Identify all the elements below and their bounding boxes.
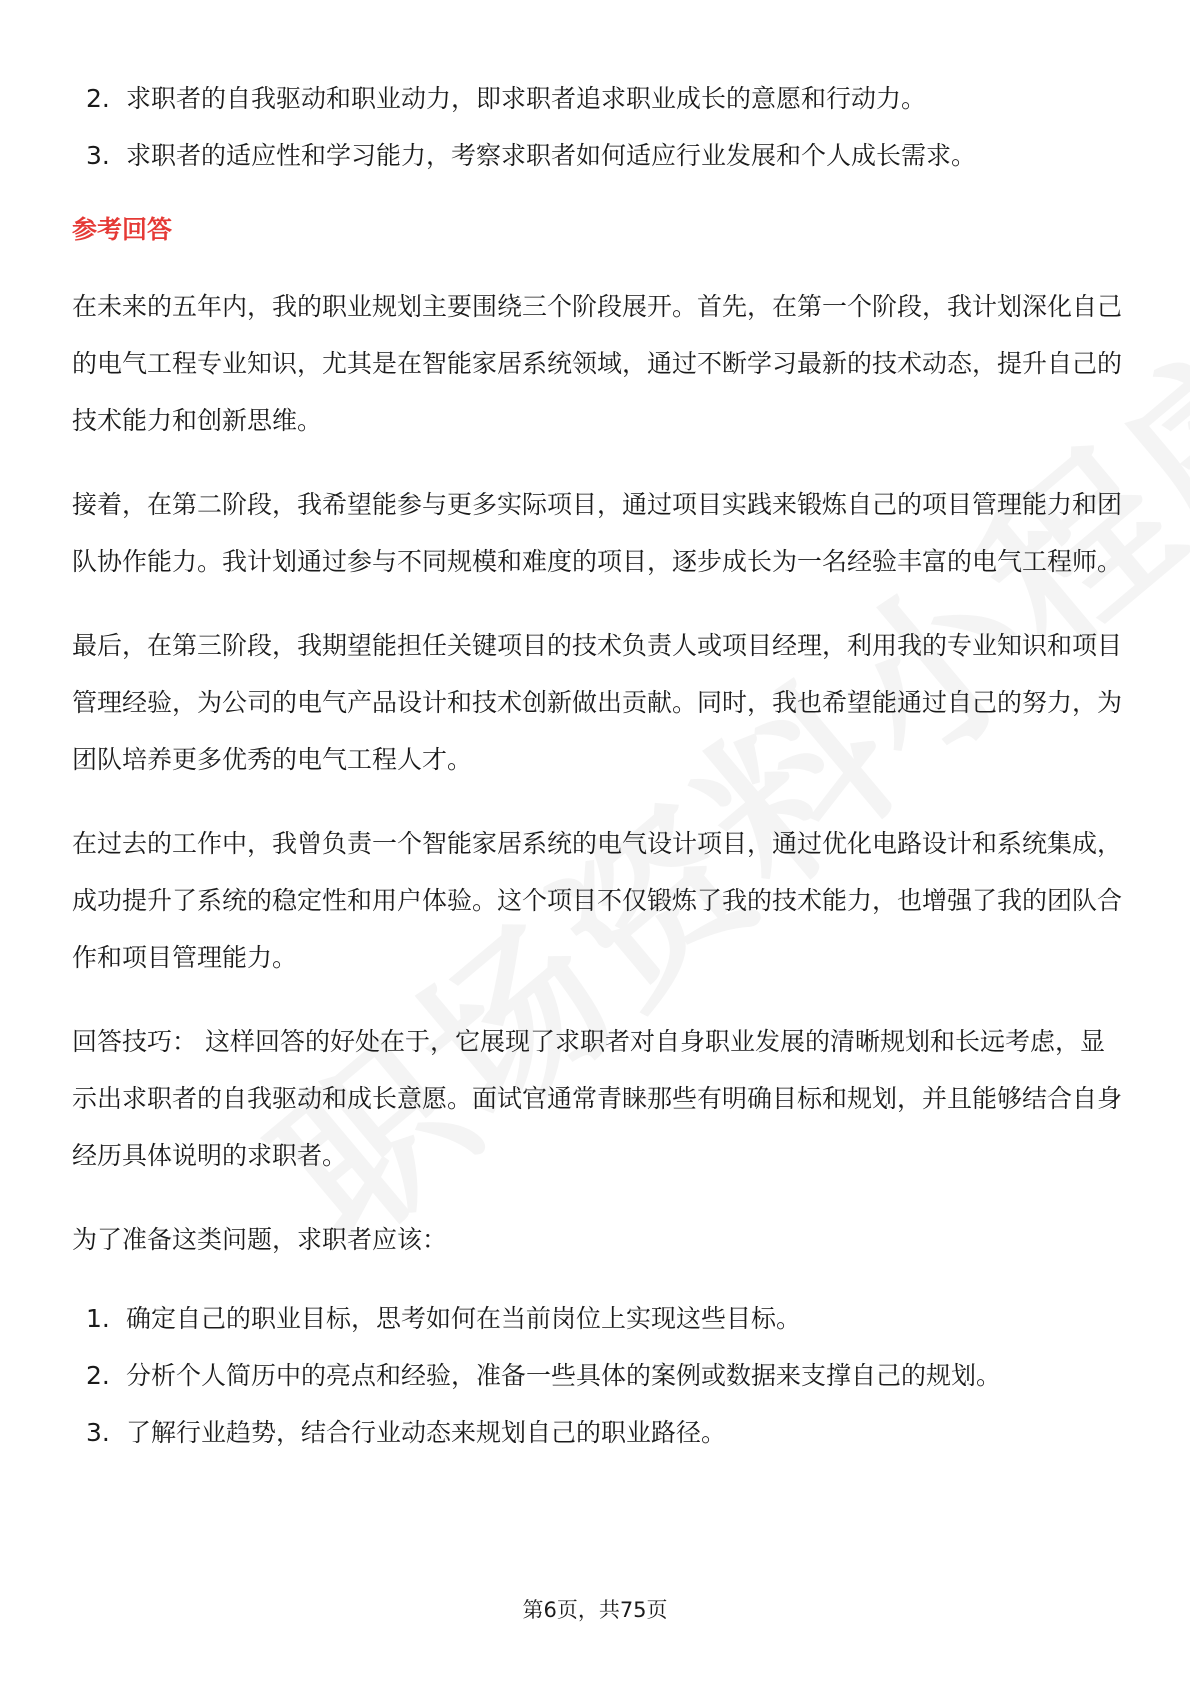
criteria-list <box>72 70 1122 184</box>
section-heading: 参考回答 <box>72 215 173 244</box>
paragraph: 在未来的五年内，我的职业规划主要围绕三个阶段展开。首先，在第一个阶段，我计划深化自己的电气工程专业知识，尤其是在智能家居系统领域，通过不断学习最新的技术动态，提升自己的技术能力和创新思维。 <box>72 292 1123 435</box>
page-footer: 第6页，共75页 <box>522 1598 668 1622</box>
list-text: 分析个人简历中的亮点和经验，准备一些具体的案例或数据来支撑自己的规划。 <box>126 1361 1002 1390</box>
list-text: 求职者的自我驱动和职业动力，即求职者追求职业成长的意愿和行动力。 <box>126 84 927 113</box>
list-text: 求职者的适应性和学习能力，考察求职者如何适应行业发展和个人成长需求。 <box>126 141 977 170</box>
list-item <box>72 1404 1122 1461</box>
list-number: 3. <box>86 1418 110 1447</box>
list-number: 2. <box>86 1361 110 1390</box>
paragraph: 最后，在第三阶段，我期望能担任关键项目的技术负责人或项目经理，利用我的专业知识和项目管理经验，为公司的电气产品设计和技术创新做出贡献。同时，我也希望能通过自己的努力，为团队培养更多优秀的电气工程人才。 <box>72 631 1123 774</box>
list-item <box>72 1290 1122 1347</box>
paragraph: 在过去的工作中，我曾负责一个智能家居系统的电气设计项目，通过优化电路设计和系统集成，成功提升了系统的稳定性和用户体验。这个项目不仅锻炼了我的技术能力，也增强了我的团队合作和项目管理能力。 <box>72 829 1123 972</box>
list-item <box>72 70 1122 127</box>
preparation-list <box>72 1290 1122 1461</box>
list-number: 1. <box>86 1304 110 1333</box>
paragraph: 为了准备这类问题，求职者应该： <box>72 1225 448 1254</box>
paragraph: 回答技巧： 这样回答的好处在于，它展现了求职者对自身职业发展的清晰规划和长远考虑，显示出求职者的自我驱动和成长意愿。面试官通常青睐那些有明确目标和规划，并且能够结合自身经历具体说明的求职者。 <box>72 1027 1123 1170</box>
paragraph: 接着，在第二阶段，我希望能参与更多实际项目，通过项目实践来锻炼自己的项目管理能力和团队协作能力。我计划通过参与不同规模和难度的项目，逐步成长为一名经验丰富的电气工程师。 <box>72 490 1123 576</box>
list-number: 3. <box>86 141 110 170</box>
list-item <box>72 1347 1122 1404</box>
list-item <box>72 127 1122 184</box>
list-text: 确定自己的职业目标，思考如何在当前岗位上实现这些目标。 <box>126 1304 802 1333</box>
page-content <box>72 70 1122 1461</box>
list-text: 了解行业趋势，结合行业动态来规划自己的职业路径。 <box>126 1418 727 1447</box>
list-number: 2. <box>86 84 110 113</box>
